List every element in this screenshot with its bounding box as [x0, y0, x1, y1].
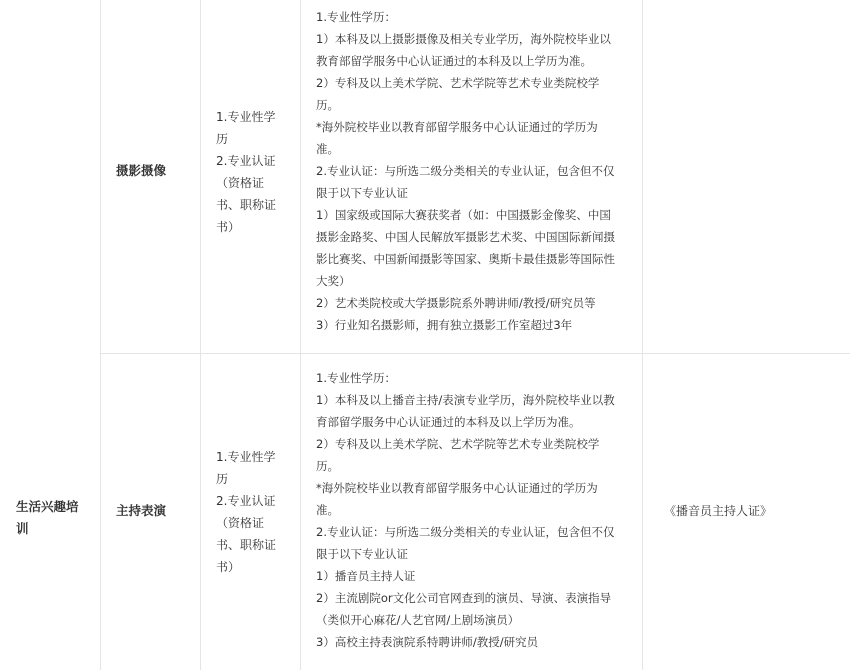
- row2-req-line: 2）主流剧院or文化公司官网查到的演员、导演、表演指导: [316, 591, 612, 605]
- row1-req-line: 1.专业性学历：: [316, 10, 396, 24]
- row-divider: [100, 353, 850, 354]
- row2-qual-line: 书）: [216, 560, 241, 574]
- row1-req-line: 1）国家级或国际大赛获奖者（如：中国摄影金像奖、中国: [316, 208, 611, 222]
- row2-qual-line: 书、职称证: [216, 538, 277, 552]
- row1-req-line: 大奖）: [316, 274, 351, 288]
- row1-qual-line: （资格证: [216, 176, 265, 190]
- row2-req-line: 准。: [316, 503, 339, 517]
- row2-req-line: 历。: [316, 459, 339, 473]
- row2-subcategory: 主持表演: [116, 503, 167, 518]
- category-label: 生活兴趣培训: [16, 499, 79, 536]
- row1-req-line: *海外院校毕业以教育部留学服务中心认证通过的学历为: [316, 120, 598, 134]
- row1-req-line: 2）艺术类院校或大学摄影院系外聘讲师/教授/研究员等: [316, 296, 596, 310]
- row2-req-line: *海外院校毕业以教育部留学服务中心认证通过的学历为: [316, 481, 598, 495]
- row1-requirements: [316, 6, 636, 336]
- row1-req-line: 影比赛奖、中国新闻摄影等国家、奥斯卡最佳摄影等国际性: [316, 252, 615, 266]
- row2-req-line: 限于以下专业认证: [316, 547, 408, 561]
- row2-qual-line: 2.专业认证: [216, 494, 276, 508]
- row2-req-line: 2.专业认证：与所选二级分类相关的专业认证，包含但不仅: [316, 525, 615, 539]
- row2-req-line: 1）播音员主持人证: [316, 569, 416, 583]
- row1-qual-line: 书、职称证: [216, 198, 277, 212]
- row2-qual-line: 1.专业性学: [216, 450, 276, 464]
- row1-req-line: 历。: [316, 98, 339, 112]
- row1-req-line: 教育部留学服务中心认证通过的本科及以上学历为准。: [316, 54, 592, 68]
- row1-qual-line: 历: [216, 132, 229, 146]
- row1-qual-line: 2.专业认证: [216, 154, 276, 168]
- row1-qual-line: 1.专业性学: [216, 110, 276, 124]
- row2-qualification: [216, 446, 286, 578]
- row1-req-line: 摄影金路奖、中国人民解放军摄影艺术奖、中国国际新闻摄: [316, 230, 615, 244]
- row1-req-line: 准。: [316, 142, 339, 156]
- row2-req-line: （类似开心麻花/人艺官网/上剧场演员）: [316, 613, 520, 627]
- row2-req-line: 2）专科及以上美术学院、艺术学院等艺术专业类院校学: [316, 437, 600, 451]
- row2-req-line: 1）本科及以上播音主持/表演专业学历，海外院校毕业以教: [316, 393, 615, 407]
- row1-req-line: 2.专业认证：与所选二级分类相关的专业认证，包含但不仅: [316, 164, 615, 178]
- row1-req-line: 2）专科及以上美术学院、艺术学院等艺术专业类院校学: [316, 76, 600, 90]
- column-category: [0, 0, 101, 670]
- row1-req-line: 限于以下专业认证: [316, 186, 408, 200]
- row2-requirements: [316, 367, 636, 653]
- column-subcategory: [100, 0, 201, 670]
- row2-qual-line: （资格证: [216, 516, 265, 530]
- row2-certificate: 《播音员主持人证》: [664, 504, 773, 518]
- row1-req-line: 3）行业知名摄影师，拥有独立摄影工作室超过3年: [316, 318, 573, 332]
- row2-req-line: 1.专业性学历：: [316, 371, 396, 385]
- row2-req-line: 育部留学服务中心认证通过的本科及以上学历为准。: [316, 415, 581, 429]
- row2-qual-line: 历: [216, 472, 229, 486]
- row2-req-line: 3）高校主持表演院系特聘讲师/教授/研究员: [316, 635, 539, 649]
- row1-qualification: [216, 106, 286, 238]
- row1-qual-line: 书）: [216, 220, 241, 234]
- row1-req-line: 1）本科及以上摄影摄像及相关专业学历，海外院校毕业以: [316, 32, 611, 46]
- row1-subcategory: 摄影摄像: [116, 163, 167, 178]
